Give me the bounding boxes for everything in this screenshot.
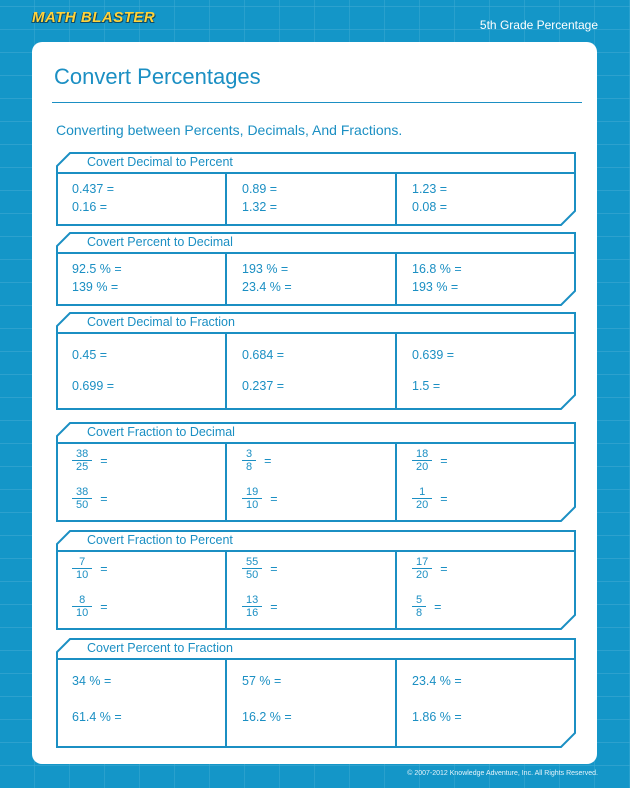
problem[interactable]: 0.684 = — [242, 348, 285, 362]
title-divider — [52, 102, 582, 103]
copyright: © 2007-2012 Knowledge Adventure, Inc. All Rights Reserved. — [407, 770, 598, 777]
fraction-denominator: 10 — [76, 607, 89, 619]
equals-sign: = — [440, 453, 448, 468]
problem[interactable]: 0.89 = — [242, 182, 278, 196]
problem[interactable]: 16.2 % = — [242, 710, 292, 724]
problem[interactable]: 1.5 = — [412, 379, 441, 393]
section-header — [56, 312, 576, 334]
fraction-numerator: 19 — [242, 486, 262, 499]
answer-grid — [56, 442, 576, 522]
problem[interactable]: 0.45 = — [72, 348, 108, 362]
problem[interactable]: 1.32 = — [242, 200, 278, 214]
equals-sign: = — [270, 599, 278, 614]
fraction-numerator: 55 — [242, 556, 262, 569]
fraction-denominator: 8 — [416, 607, 423, 619]
problem[interactable]: 0.639 = — [412, 348, 455, 362]
problem[interactable] — [242, 448, 271, 473]
fraction-denominator: 10 — [76, 569, 89, 581]
equals-sign: = — [440, 561, 448, 576]
answer-grid — [56, 332, 576, 410]
problem[interactable]: 193 % = — [412, 280, 459, 294]
section-title: Covert Percent to Decimal — [87, 235, 233, 249]
fraction — [72, 486, 92, 511]
equals-sign: = — [264, 453, 272, 468]
answer-grid — [56, 658, 576, 748]
section-header — [56, 530, 576, 552]
fraction-numerator: 38 — [72, 486, 92, 499]
answer-grid — [56, 172, 576, 226]
section-header — [56, 232, 576, 254]
fraction-denominator: 20 — [416, 499, 429, 511]
fraction — [72, 556, 92, 581]
fraction-denominator: 8 — [246, 461, 253, 473]
problem[interactable]: 193 % = — [242, 262, 289, 276]
problem[interactable]: 1.23 = — [412, 182, 448, 196]
problem[interactable] — [412, 594, 441, 619]
fraction — [72, 448, 92, 473]
fraction-numerator: 18 — [412, 448, 432, 461]
problem[interactable] — [72, 556, 108, 581]
problem[interactable] — [242, 486, 278, 511]
section-title: Covert Fraction to Percent — [87, 533, 233, 547]
section-title: Covert Decimal to Fraction — [87, 315, 235, 329]
problem[interactable] — [72, 594, 108, 619]
section-header — [56, 638, 576, 660]
section-title: Covert Fraction to Decimal — [87, 425, 235, 439]
problem[interactable]: 61.4 % = — [72, 710, 122, 724]
answer-grid — [56, 550, 576, 630]
problem[interactable]: 92.5 % = — [72, 262, 122, 276]
problem[interactable]: 139 % = — [72, 280, 119, 294]
fraction — [412, 594, 426, 619]
fraction-denominator: 50 — [76, 499, 89, 511]
problem[interactable]: 23.4 % = — [412, 674, 462, 688]
equals-sign: = — [270, 491, 278, 506]
problem[interactable]: 0.237 = — [242, 379, 285, 393]
fraction-denominator: 20 — [416, 569, 429, 581]
problem[interactable] — [412, 448, 448, 473]
page-subtitle: Converting between Percents, Decimals, And Fractions. — [56, 122, 403, 138]
section-title: Covert Percent to Fraction — [87, 641, 233, 655]
fraction — [242, 486, 262, 511]
fraction — [72, 594, 92, 619]
fraction-denominator: 20 — [416, 461, 429, 473]
section-header — [56, 422, 576, 444]
problem[interactable] — [242, 556, 278, 581]
grade-label: 5th Grade Percentage — [479, 18, 598, 32]
equals-sign: = — [440, 491, 448, 506]
problem[interactable]: 1.86 % = — [412, 710, 462, 724]
problem[interactable]: 0.699 = — [72, 379, 115, 393]
equals-sign: = — [100, 561, 108, 576]
fraction-numerator: 13 — [242, 594, 262, 607]
fraction — [242, 594, 262, 619]
fraction — [412, 448, 432, 473]
problem[interactable] — [72, 448, 108, 473]
fraction-numerator: 38 — [72, 448, 92, 461]
problem[interactable]: 34 % = — [72, 674, 112, 688]
equals-sign: = — [100, 453, 108, 468]
fraction — [242, 448, 256, 473]
fraction-denominator: 50 — [246, 569, 259, 581]
equals-sign: = — [100, 491, 108, 506]
equals-sign: = — [270, 561, 278, 576]
problem[interactable]: 0.437 = — [72, 182, 115, 196]
problem[interactable]: 16.8 % = — [412, 262, 462, 276]
fraction-numerator: 1 — [412, 486, 432, 499]
fraction-denominator: 10 — [246, 499, 259, 511]
fraction-numerator: 7 — [72, 556, 92, 569]
fraction — [242, 556, 262, 581]
problem[interactable] — [242, 594, 278, 619]
fraction — [412, 486, 432, 511]
fraction-denominator: 16 — [246, 607, 259, 619]
fraction-numerator: 17 — [412, 556, 432, 569]
fraction-numerator: 3 — [242, 448, 256, 461]
math-blaster-logo[interactable]: MATH BLASTER — [32, 9, 156, 26]
page-title: Convert Percentages — [54, 64, 261, 89]
fraction-numerator: 8 — [72, 594, 92, 607]
problem[interactable] — [72, 486, 108, 511]
equals-sign: = — [434, 599, 442, 614]
answer-grid — [56, 252, 576, 306]
problem[interactable]: 0.08 = — [412, 200, 448, 214]
problem[interactable] — [412, 556, 448, 581]
section-header — [56, 152, 576, 174]
problem[interactable]: 57 % = — [242, 674, 282, 688]
equals-sign: = — [100, 599, 108, 614]
section-title: Covert Decimal to Percent — [87, 155, 233, 169]
fraction — [412, 556, 432, 581]
problem[interactable] — [412, 486, 448, 511]
problem[interactable]: 23.4 % = — [242, 280, 292, 294]
fraction-denominator: 25 — [76, 461, 89, 473]
worksheet — [32, 42, 597, 764]
problem[interactable]: 0.16 = — [72, 200, 108, 214]
fraction-numerator: 5 — [412, 594, 426, 607]
